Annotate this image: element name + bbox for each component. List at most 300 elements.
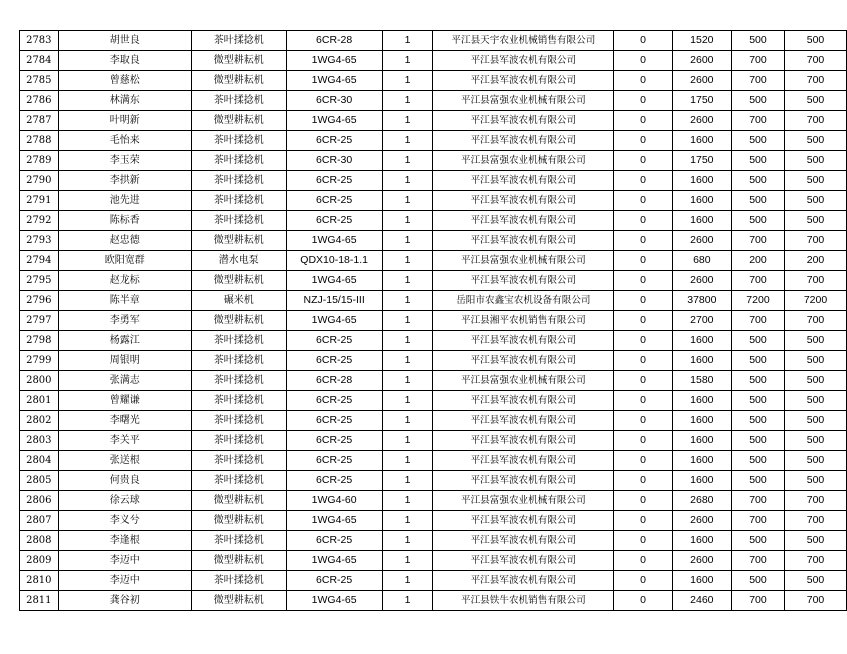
- cell-col-zero: 0: [614, 411, 672, 431]
- table-row: [20, 271, 847, 291]
- cell-subsidy-b: 500: [785, 391, 847, 411]
- cell-dealer: 平江县富强农业机械有限公司: [433, 91, 614, 111]
- cell-row-number: 2808: [20, 531, 59, 551]
- cell-subsidy-b: 700: [785, 111, 847, 131]
- cell-subsidy-b: 500: [785, 571, 847, 591]
- cell-row-number: 2788: [20, 131, 59, 151]
- cell-dealer: 平江县军波农机有限公司: [433, 131, 614, 151]
- cell-subsidy-b: 700: [785, 71, 847, 91]
- table-row: [20, 191, 847, 211]
- cell-model: 6CR-28: [286, 31, 382, 51]
- cell-model: 6CR-25: [286, 471, 382, 491]
- cell-col-zero: 0: [614, 531, 672, 551]
- cell-farmer-name: 赵忠德: [58, 231, 191, 251]
- data-sheet: [19, 30, 847, 611]
- cell-dealer: 平江县军波农机有限公司: [433, 471, 614, 491]
- cell-model: 6CR-28: [286, 371, 382, 391]
- cell-dealer: 平江县军波农机有限公司: [433, 431, 614, 451]
- cell-model: 1WG4-65: [286, 271, 382, 291]
- cell-subsidy-b: 500: [785, 351, 847, 371]
- cell-quantity: 1: [382, 511, 433, 531]
- cell-machine-type: 茶叶揉捻机: [191, 451, 286, 471]
- cell-price: 1600: [672, 171, 731, 191]
- cell-model: 1WG4-60: [286, 491, 382, 511]
- cell-quantity: 1: [382, 271, 433, 291]
- cell-price: 1600: [672, 211, 731, 231]
- cell-dealer: 平江县军波农机有限公司: [433, 111, 614, 131]
- cell-model: 1WG4-65: [286, 511, 382, 531]
- cell-row-number: 2783: [20, 31, 59, 51]
- cell-row-number: 2786: [20, 91, 59, 111]
- cell-price: 1600: [672, 451, 731, 471]
- cell-machine-type: 微型耕耘机: [191, 271, 286, 291]
- cell-machine-type: 茶叶揉捻机: [191, 131, 286, 151]
- cell-col-zero: 0: [614, 311, 672, 331]
- cell-col-zero: 0: [614, 211, 672, 231]
- cell-farmer-name: 林满东: [58, 91, 191, 111]
- table-body: [20, 31, 847, 611]
- cell-subsidy-a: 500: [731, 91, 784, 111]
- cell-farmer-name: 张送根: [58, 451, 191, 471]
- table-row: [20, 311, 847, 331]
- cell-row-number: 2807: [20, 511, 59, 531]
- cell-col-zero: 0: [614, 491, 672, 511]
- table-row: [20, 471, 847, 491]
- cell-row-number: 2802: [20, 411, 59, 431]
- cell-subsidy-b: 500: [785, 91, 847, 111]
- cell-subsidy-a: 700: [731, 111, 784, 131]
- table-row: [20, 551, 847, 571]
- cell-dealer: 平江县军波农机有限公司: [433, 231, 614, 251]
- cell-quantity: 1: [382, 411, 433, 431]
- cell-col-zero: 0: [614, 451, 672, 471]
- cell-subsidy-b: 500: [785, 451, 847, 471]
- cell-col-zero: 0: [614, 171, 672, 191]
- cell-machine-type: 微型耕耘机: [191, 491, 286, 511]
- cell-price: 1600: [672, 471, 731, 491]
- cell-subsidy-b: 700: [785, 511, 847, 531]
- table-row: [20, 171, 847, 191]
- cell-dealer: 平江县军波农机有限公司: [433, 331, 614, 351]
- cell-farmer-name: 赵龙标: [58, 271, 191, 291]
- cell-dealer: 平江县军波农机有限公司: [433, 171, 614, 191]
- cell-dealer: 平江县军波农机有限公司: [433, 511, 614, 531]
- table-row: [20, 211, 847, 231]
- cell-quantity: 1: [382, 171, 433, 191]
- cell-price: 680: [672, 251, 731, 271]
- cell-dealer: 平江县军波农机有限公司: [433, 211, 614, 231]
- cell-model: 6CR-25: [286, 131, 382, 151]
- cell-farmer-name: 李拱新: [58, 171, 191, 191]
- cell-subsidy-a: 700: [731, 491, 784, 511]
- cell-machine-type: 茶叶揉捻机: [191, 571, 286, 591]
- cell-row-number: 2810: [20, 571, 59, 591]
- cell-subsidy-a: 500: [731, 171, 784, 191]
- cell-col-zero: 0: [614, 591, 672, 611]
- cell-machine-type: 茶叶揉捻机: [191, 391, 286, 411]
- cell-col-zero: 0: [614, 391, 672, 411]
- cell-farmer-name: 杨露江: [58, 331, 191, 351]
- cell-row-number: 2784: [20, 51, 59, 71]
- table-row: [20, 71, 847, 91]
- cell-dealer: 平江县军波农机有限公司: [433, 531, 614, 551]
- cell-dealer: 岳阳市农鑫宝农机设备有限公司: [433, 291, 614, 311]
- cell-quantity: 1: [382, 71, 433, 91]
- cell-price: 1600: [672, 351, 731, 371]
- cell-quantity: 1: [382, 251, 433, 271]
- cell-row-number: 2795: [20, 271, 59, 291]
- cell-quantity: 1: [382, 351, 433, 371]
- cell-model: QDX10-18-1.1: [286, 251, 382, 271]
- cell-row-number: 2804: [20, 451, 59, 471]
- cell-subsidy-b: 500: [785, 191, 847, 211]
- cell-subsidy-a: 500: [731, 391, 784, 411]
- cell-dealer: 平江县军波农机有限公司: [433, 191, 614, 211]
- cell-col-zero: 0: [614, 511, 672, 531]
- table-row: [20, 411, 847, 431]
- cell-price: 1600: [672, 571, 731, 591]
- cell-farmer-name: 陈半章: [58, 291, 191, 311]
- cell-price: 2600: [672, 51, 731, 71]
- cell-subsidy-b: 700: [785, 311, 847, 331]
- cell-subsidy-a: 700: [731, 51, 784, 71]
- cell-machine-type: 茶叶揉捻机: [191, 371, 286, 391]
- cell-price: 1600: [672, 411, 731, 431]
- cell-quantity: 1: [382, 131, 433, 151]
- cell-price: 2680: [672, 491, 731, 511]
- cell-subsidy-a: 700: [731, 71, 784, 91]
- cell-farmer-name: 李玉荣: [58, 151, 191, 171]
- cell-quantity: 1: [382, 151, 433, 171]
- cell-subsidy-b: 500: [785, 411, 847, 431]
- cell-subsidy-b: 500: [785, 531, 847, 551]
- cell-farmer-name: 曾慈松: [58, 71, 191, 91]
- cell-subsidy-b: 700: [785, 271, 847, 291]
- cell-subsidy-a: 500: [731, 531, 784, 551]
- cell-dealer: 平江县富强农业机械有限公司: [433, 251, 614, 271]
- cell-subsidy-b: 700: [785, 51, 847, 71]
- cell-dealer: 平江县军波农机有限公司: [433, 391, 614, 411]
- cell-farmer-name: 李迈中: [58, 571, 191, 591]
- cell-subsidy-b: 7200: [785, 291, 847, 311]
- table-row: [20, 51, 847, 71]
- cell-row-number: 2803: [20, 431, 59, 451]
- cell-farmer-name: 池先进: [58, 191, 191, 211]
- cell-subsidy-b: 500: [785, 31, 847, 51]
- cell-quantity: 1: [382, 471, 433, 491]
- cell-farmer-name: 周银明: [58, 351, 191, 371]
- cell-machine-type: 茶叶揉捻机: [191, 431, 286, 451]
- cell-subsidy-a: 700: [731, 311, 784, 331]
- cell-model: 1WG4-65: [286, 551, 382, 571]
- cell-subsidy-a: 500: [731, 151, 784, 171]
- cell-model: 6CR-25: [286, 431, 382, 451]
- cell-dealer: 平江县湘平农机销售有限公司: [433, 311, 614, 331]
- cell-model: 6CR-25: [286, 451, 382, 471]
- cell-quantity: 1: [382, 91, 433, 111]
- cell-row-number: 2811: [20, 591, 59, 611]
- cell-col-zero: 0: [614, 71, 672, 91]
- cell-subsidy-a: 500: [731, 31, 784, 51]
- cell-price: 2700: [672, 311, 731, 331]
- cell-subsidy-b: 500: [785, 471, 847, 491]
- cell-price: 37800: [672, 291, 731, 311]
- cell-col-zero: 0: [614, 131, 672, 151]
- cell-dealer: 平江县军波农机有限公司: [433, 551, 614, 571]
- cell-price: 1600: [672, 431, 731, 451]
- cell-model: 6CR-25: [286, 211, 382, 231]
- cell-dealer: 平江县军波农机有限公司: [433, 271, 614, 291]
- cell-model: 6CR-25: [286, 331, 382, 351]
- cell-farmer-name: 徐云球: [58, 491, 191, 511]
- cell-row-number: 2793: [20, 231, 59, 251]
- cell-col-zero: 0: [614, 231, 672, 251]
- cell-subsidy-a: 500: [731, 431, 784, 451]
- cell-farmer-name: 李关平: [58, 431, 191, 451]
- cell-col-zero: 0: [614, 331, 672, 351]
- cell-price: 2600: [672, 231, 731, 251]
- cell-model: 6CR-25: [286, 171, 382, 191]
- cell-machine-type: 微型耕耘机: [191, 311, 286, 331]
- cell-farmer-name: 李取良: [58, 51, 191, 71]
- cell-row-number: 2798: [20, 331, 59, 351]
- cell-model: 6CR-25: [286, 531, 382, 551]
- table-row: [20, 31, 847, 51]
- cell-quantity: 1: [382, 591, 433, 611]
- cell-quantity: 1: [382, 491, 433, 511]
- table-row: [20, 391, 847, 411]
- cell-quantity: 1: [382, 551, 433, 571]
- cell-subsidy-a: 700: [731, 271, 784, 291]
- cell-subsidy-b: 700: [785, 231, 847, 251]
- cell-col-zero: 0: [614, 191, 672, 211]
- cell-col-zero: 0: [614, 271, 672, 291]
- cell-price: 1600: [672, 131, 731, 151]
- cell-machine-type: 茶叶揉捻机: [191, 31, 286, 51]
- cell-subsidy-a: 700: [731, 591, 784, 611]
- cell-dealer: 平江县富强农业机械有限公司: [433, 151, 614, 171]
- table-row: [20, 451, 847, 471]
- cell-model: 6CR-25: [286, 191, 382, 211]
- cell-subsidy-b: 500: [785, 151, 847, 171]
- cell-subsidy-b: 200: [785, 251, 847, 271]
- cell-model: 6CR-25: [286, 411, 382, 431]
- cell-col-zero: 0: [614, 51, 672, 71]
- cell-model: 1WG4-65: [286, 231, 382, 251]
- cell-farmer-name: 李勇军: [58, 311, 191, 331]
- cell-farmer-name: 李迈中: [58, 551, 191, 571]
- cell-col-zero: 0: [614, 551, 672, 571]
- table-row: [20, 111, 847, 131]
- cell-machine-type: 微型耕耘机: [191, 71, 286, 91]
- cell-subsidy-b: 500: [785, 211, 847, 231]
- cell-col-zero: 0: [614, 151, 672, 171]
- cell-machine-type: 茶叶揉捻机: [191, 471, 286, 491]
- cell-quantity: 1: [382, 391, 433, 411]
- cell-dealer: 平江县军波农机有限公司: [433, 451, 614, 471]
- table-row: [20, 331, 847, 351]
- cell-model: 1WG4-65: [286, 51, 382, 71]
- cell-price: 2600: [672, 111, 731, 131]
- cell-subsidy-b: 500: [785, 131, 847, 151]
- cell-price: 1520: [672, 31, 731, 51]
- cell-col-zero: 0: [614, 371, 672, 391]
- cell-dealer: 平江县军波农机有限公司: [433, 51, 614, 71]
- cell-farmer-name: 张满志: [58, 371, 191, 391]
- cell-quantity: 1: [382, 231, 433, 251]
- cell-col-zero: 0: [614, 431, 672, 451]
- cell-subsidy-a: 500: [731, 571, 784, 591]
- cell-quantity: 1: [382, 431, 433, 451]
- cell-subsidy-a: 500: [731, 411, 784, 431]
- cell-subsidy-a: 200: [731, 251, 784, 271]
- cell-model: 6CR-30: [286, 151, 382, 171]
- cell-subsidy-b: 700: [785, 591, 847, 611]
- cell-subsidy-b: 500: [785, 371, 847, 391]
- cell-farmer-name: 李曙光: [58, 411, 191, 431]
- cell-model: 6CR-25: [286, 391, 382, 411]
- cell-dealer: 平江县富强农业机械有限公司: [433, 371, 614, 391]
- table-row: [20, 151, 847, 171]
- cell-model: 1WG4-65: [286, 591, 382, 611]
- cell-quantity: 1: [382, 51, 433, 71]
- cell-row-number: 2801: [20, 391, 59, 411]
- cell-row-number: 2785: [20, 71, 59, 91]
- cell-quantity: 1: [382, 111, 433, 131]
- cell-price: 2600: [672, 551, 731, 571]
- cell-subsidy-a: 7200: [731, 291, 784, 311]
- cell-machine-type: 微型耕耘机: [191, 231, 286, 251]
- table-row: [20, 91, 847, 111]
- cell-col-zero: 0: [614, 291, 672, 311]
- cell-price: 1750: [672, 151, 731, 171]
- table-row: [20, 251, 847, 271]
- cell-machine-type: 微型耕耘机: [191, 111, 286, 131]
- cell-row-number: 2809: [20, 551, 59, 571]
- cell-quantity: 1: [382, 291, 433, 311]
- cell-row-number: 2794: [20, 251, 59, 271]
- cell-farmer-name: 曾耀谦: [58, 391, 191, 411]
- table-row: [20, 491, 847, 511]
- cell-machine-type: 茶叶揉捻机: [191, 171, 286, 191]
- cell-machine-type: 碾米机: [191, 291, 286, 311]
- cell-dealer: 平江县天宇农业机械销售有限公司: [433, 31, 614, 51]
- cell-machine-type: 潜水电泵: [191, 251, 286, 271]
- cell-col-zero: 0: [614, 571, 672, 591]
- cell-row-number: 2800: [20, 371, 59, 391]
- cell-farmer-name: 李义兮: [58, 511, 191, 531]
- cell-subsidy-a: 700: [731, 551, 784, 571]
- cell-quantity: 1: [382, 31, 433, 51]
- cell-machine-type: 茶叶揉捻机: [191, 411, 286, 431]
- cell-farmer-name: 毛怡来: [58, 131, 191, 151]
- cell-farmer-name: 胡世良: [58, 31, 191, 51]
- cell-dealer: 平江县军波农机有限公司: [433, 351, 614, 371]
- cell-machine-type: 微型耕耘机: [191, 511, 286, 531]
- cell-machine-type: 茶叶揉捻机: [191, 331, 286, 351]
- cell-price: 1750: [672, 91, 731, 111]
- cell-quantity: 1: [382, 371, 433, 391]
- cell-subsidy-a: 500: [731, 351, 784, 371]
- cell-price: 2460: [672, 591, 731, 611]
- cell-machine-type: 茶叶揉捻机: [191, 531, 286, 551]
- cell-row-number: 2805: [20, 471, 59, 491]
- cell-model: NZJ-15/15-III: [286, 291, 382, 311]
- cell-machine-type: 茶叶揉捻机: [191, 191, 286, 211]
- table-row: [20, 531, 847, 551]
- cell-subsidy-a: 500: [731, 211, 784, 231]
- cell-machine-type: 微型耕耘机: [191, 591, 286, 611]
- cell-row-number: 2796: [20, 291, 59, 311]
- cell-subsidy-b: 500: [785, 431, 847, 451]
- cell-subsidy-a: 700: [731, 511, 784, 531]
- cell-dealer: 平江县富强农业机械有限公司: [433, 491, 614, 511]
- cell-machine-type: 微型耕耘机: [191, 51, 286, 71]
- cell-farmer-name: 陈标香: [58, 211, 191, 231]
- cell-price: 2600: [672, 71, 731, 91]
- cell-quantity: 1: [382, 451, 433, 471]
- cell-dealer: 平江县军波农机有限公司: [433, 411, 614, 431]
- cell-machine-type: 茶叶揉捻机: [191, 211, 286, 231]
- cell-row-number: 2790: [20, 171, 59, 191]
- cell-farmer-name: 欧阳宽群: [58, 251, 191, 271]
- cell-quantity: 1: [382, 311, 433, 331]
- cell-price: 1600: [672, 331, 731, 351]
- cell-price: 2600: [672, 271, 731, 291]
- cell-price: 2600: [672, 511, 731, 531]
- cell-subsidy-b: 500: [785, 171, 847, 191]
- cell-model: 6CR-30: [286, 91, 382, 111]
- cell-model: 6CR-25: [286, 571, 382, 591]
- cell-machine-type: 茶叶揉捻机: [191, 151, 286, 171]
- cell-subsidy-a: 500: [731, 191, 784, 211]
- cell-subsidy-a: 500: [731, 331, 784, 351]
- cell-quantity: 1: [382, 331, 433, 351]
- cell-dealer: 平江县军波农机有限公司: [433, 571, 614, 591]
- cell-dealer: 平江县军波农机有限公司: [433, 71, 614, 91]
- table-row: [20, 371, 847, 391]
- cell-quantity: 1: [382, 191, 433, 211]
- cell-col-zero: 0: [614, 91, 672, 111]
- cell-subsidy-a: 500: [731, 371, 784, 391]
- cell-col-zero: 0: [614, 111, 672, 131]
- cell-model: 6CR-25: [286, 351, 382, 371]
- cell-row-number: 2787: [20, 111, 59, 131]
- cell-farmer-name: 李逢根: [58, 531, 191, 551]
- cell-quantity: 1: [382, 571, 433, 591]
- cell-subsidy-b: 700: [785, 491, 847, 511]
- cell-machine-type: 茶叶揉捻机: [191, 351, 286, 371]
- table-row: [20, 231, 847, 251]
- cell-row-number: 2789: [20, 151, 59, 171]
- cell-price: 1580: [672, 371, 731, 391]
- table-row: [20, 291, 847, 311]
- cell-price: 1600: [672, 391, 731, 411]
- cell-subsidy-b: 700: [785, 551, 847, 571]
- cell-model: 1WG4-65: [286, 311, 382, 331]
- table-row: [20, 571, 847, 591]
- cell-row-number: 2791: [20, 191, 59, 211]
- cell-farmer-name: 龚谷初: [58, 591, 191, 611]
- table-row: [20, 131, 847, 151]
- cell-farmer-name: 何贵良: [58, 471, 191, 491]
- table-row: [20, 591, 847, 611]
- cell-subsidy-a: 500: [731, 471, 784, 491]
- cell-col-zero: 0: [614, 471, 672, 491]
- cell-subsidy-a: 500: [731, 131, 784, 151]
- cell-col-zero: 0: [614, 31, 672, 51]
- cell-quantity: 1: [382, 531, 433, 551]
